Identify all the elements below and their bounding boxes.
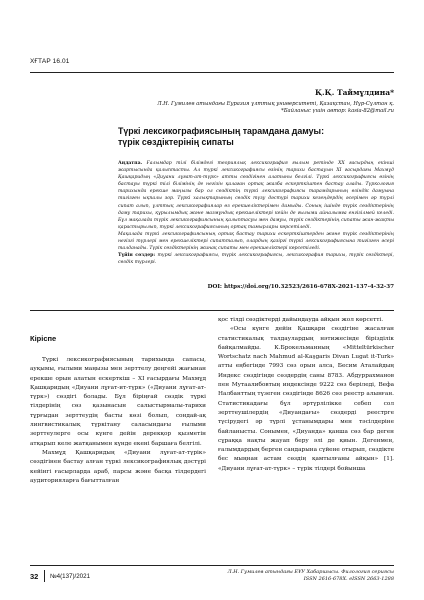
keywords-text: түркі лексикографиясы, түрік лексикографиясы, лексикография тарихы, түрік сөздіктері, сөздік түрлері. [118,253,394,266]
body-paragraph: қос тілді сөздіктерді дайындауда айқын жол көрсетті. [218,317,384,323]
affiliation-line: Л.Н. Гумилев атындағы Еуразия ұлттық университеті, Қазақстан, Нұр-Сұлтан қ. [157,101,394,107]
footer-separator [44,570,45,582]
abstract-paragraph: Мақалада түркі лексикографиясының ортақ бастау тарихи ескерткіштерден және түрік сөздіктерінің негізгі түрлері мен ерекшеліктері сипатталып, олардың қазіргі түркі лексикографиясына тигізген әсері талданады. Түрік сөздіктерінің жинақ сипаты мен ерекшеліктері көрсетіледі. [118,231,394,252]
footer-rule [30,565,394,566]
body-paragraph: Түркі лексикографиясының тарихында сапасы, ауқымы, ғылыми маңызы мен зерттелу деңгейі жағынан ерекше орын алатын ескерткіш – ХІ ғасырдағы Махмұд Қашқаридың «Диуани лұғат-ит-түрк» («Диуани лұғат-ат-түрк») сөздігі болады. Бұл біріңғай сөздік түркі тілдерінің сөз қазынасын салыстырмалы-тарихи тұрғыдан зерттеудің басты көзі болып, сондай-ақ лингвистикалық түркітану саласындағы ғылыми зерттеулерге осы күнге дейін дерекқор қызметін атқарып келе жатқанымен күнде екені баршаға белгілі. [30,357,206,447]
section-rule [30,310,394,311]
keywords [118,252,394,266]
abstract-paragraph [118,160,394,231]
irstap-code: ХҒТАР 16.01 [30,58,70,65]
author-name: Қ.Қ. Таймұлдина* [314,88,394,97]
journal-name: Л.Н. Гумилев атындағы ЕҰУ Хабаршысы. Филология сериясы [227,569,394,575]
author-affiliation [144,101,394,115]
keywords-label: Түйін сөздер: [118,253,156,259]
abstract-block [118,160,394,266]
article-title-line: түрік сөздіктерінің сипаты [118,137,234,147]
body-paragraph: «Осы күнге дейін Қашқари сөздігіне жасалған статистикалық талдаулардың нәтижесінде бірізділік байқалмайды. К.Брокельманның «Mitteltürkischer Wortschatz nach Mahmud al-Kaşgaris Divan Lugat it-Turk» атты еңбегінде 7993 сөз орын алса, Бесим Аталайдың Индекс сөздігінде сөздердің саны 8783. Абдуррахманов пен Мутаалибовтың индексінде 9222 сөз беріледі, Вефа Налбанттың түзеген сөздігінде 8626 сөз реестр алынған. Статистикадағы бұл әртүрлілікке себеп сол зерттеушілердің «Диуандағы» сөздерді реестрге түсірудегі әр түрлі ұстанымдары мен тәсілдеріне байланысты. Сонымен, «Диуанда» қанша сөз бар деген сұраққа нақты жауап беру әлі де қиын. Дегенмен, ғалымдардың берген сандарына сүйене отырып, сөздікте бес мыңнан астам сөздің қамтылғаны айқын» [1]. «Диуани лұғат-ат-түрк» – түрік тілдері бойынша [218,326,394,472]
abstract-label: Аңдатпа. [118,161,143,166]
article-title-line: Түркі лексикографиясының тарамдана дамуы: [118,126,325,136]
body-column-right [218,316,394,474]
journal-info [227,569,394,583]
abstract-text: Ғалымдар тілі білімдегі теориялық лексикография ғылым ретінде ХХ ғасырдың екінші жартысында қалыптасты. Ал түркі лексикографиясы өзінің тарихи бастауын ХІ ғасырдағы Махмұд Қашқаридың «Диуани лұғат-ат-түрк» атты сөздігінен алатыны белгілі. Түркі лексикографиясы өзінің бастауы түркі тілі білімінің де негізін қалаған ортақ жазба ескерткіштен бастау алады. Түркология тарихында ерекше маңызы бар ол сөздіктің түркі лексикографиясы тарамдарының өзіндік дамуына тигізген ықпалы зор. Түркі халықтарының сөздік түзу дәстүрі тарихи кезеңдердің әсерімен әр түрлі сипат алып, ұлттық лексикографиялар өз ерекшеліктерімен дамыды. Соның ішінде түрік сөздіктерінің даму тарихы, құрылымдық және мазмұндық ерекшеліктері кейін де ғылыми айналымға енгізілмей келеді. Бұл мақалада түрік лексикографиясының қалыптасуы мен дамуы, түрік сөздіктерінің сипаты жан-жақты қарастырылып, түркі лексикографиясының ортақ тамырлары көрсетіледі. [118,161,394,230]
corresponding-email[interactable]: *Байланыс үшін автор: kasia-82@mail.ru [281,108,394,114]
article-title [118,126,394,148]
issue-number: №4(137)/2021 [50,573,91,580]
body-paragraph: Махмұд Қашқаридың «Диуани лұғат-ат-түрік» сөздігінен бастау алған түркі лексикографиялық дәстүрі кейінгі ғасырларда араб, парсы және басқа тілдердегі аудиторияларға бағытталған [30,449,206,484]
body-column-left [30,356,206,486]
journal-issn: ISSN 2616-678X. eISSN 2663-1288 [303,575,394,582]
header-rule [30,72,394,73]
doi-link[interactable]: DOI: https://doi.org/10.32523/2616-678X-2021-137-4-32-37 [207,284,394,290]
page-number: 32 [30,572,39,581]
section-heading: Кіріспе [30,334,57,343]
